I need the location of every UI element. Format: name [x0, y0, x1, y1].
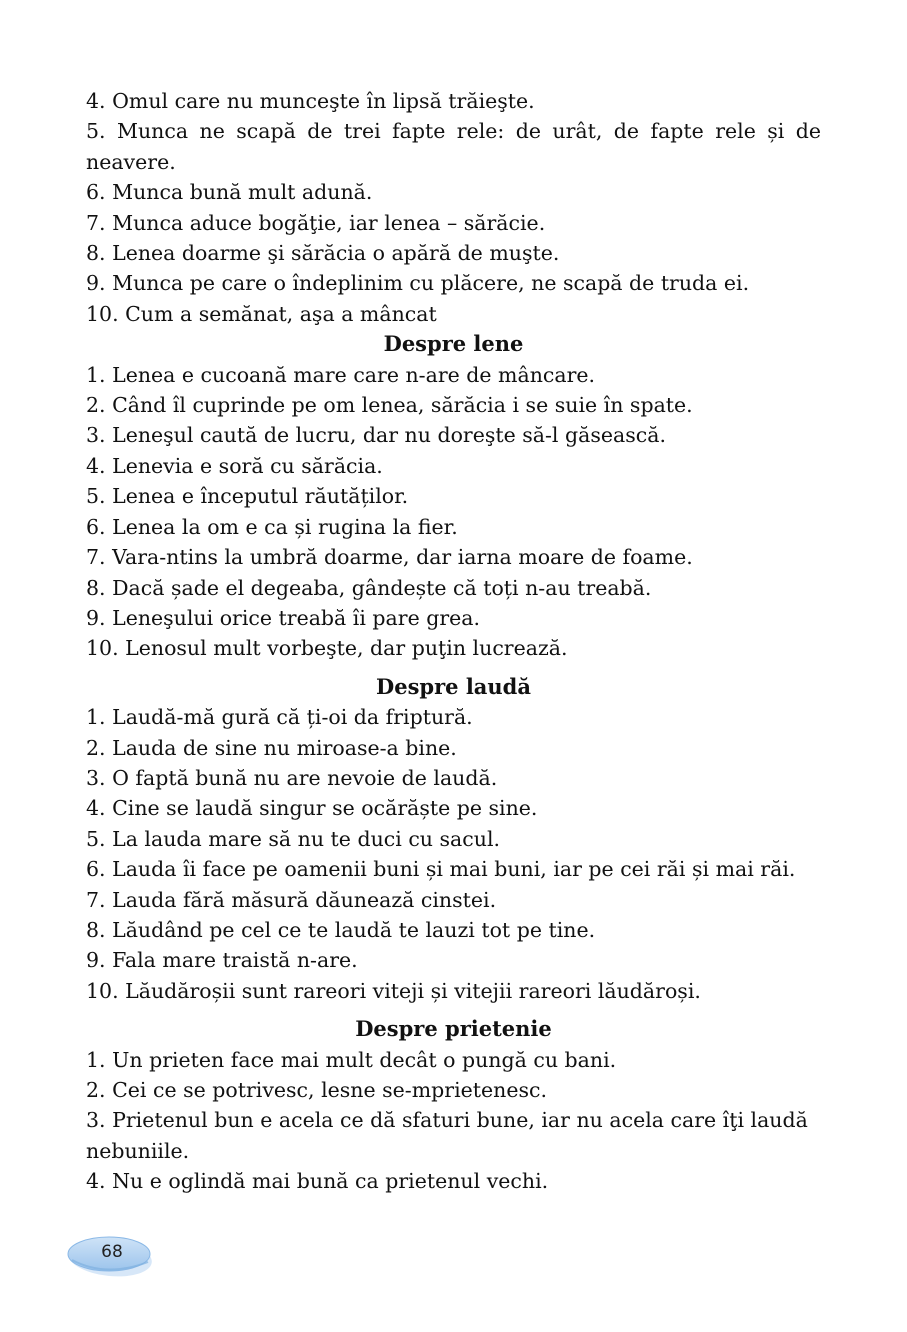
section-despre-lauda — [86, 672, 821, 1006]
section-title: Despre prietenie — [355, 1016, 552, 1042]
proverb-line: 10. Lenosul mult vorbeşte, dar puţin lucrează. — [86, 636, 568, 661]
proverb-line: 7. Lauda fără măsură dăunează cinstei. — [86, 887, 497, 912]
proverb-line: 3. Leneşul caută de lucru, dar nu doreşte să-l găsească. — [86, 423, 666, 448]
page-number-badge — [66, 1232, 154, 1280]
proverb-line: 2. Cei ce se potrivesc, lesne se-mprietenesc. — [86, 1078, 547, 1102]
proverb-line: 9. Fala mare traistă n-are. — [86, 948, 358, 973]
proverb-line: 5. La lauda mare să nu te duci cu sacul. — [86, 826, 501, 851]
proverb-line: 7. Munca aduce bogăţie, iar lenea – sărăcie. — [86, 210, 546, 235]
section-title: Despre lene — [383, 331, 524, 357]
page-content — [86, 86, 821, 1197]
proverb-line: 2. Când îl cuprinde pe om lenea, sărăcia i se suie în spate. — [86, 393, 693, 418]
proverb-line: 3. O faptă bună nu are nevoie de laudă. — [86, 765, 498, 790]
proverb-line: 10. Lăudăroșii sunt rareori viteji și vitejii rareori lăudăroși. — [86, 978, 701, 1003]
proverb-line: 1. Lenea e cucoană mare care n-are de mâncare. — [86, 362, 596, 387]
proverb-line: 4. Cine se laudă singur se ocărăște pe sine. — [86, 796, 538, 821]
proverb-line: 5. Munca ne scapă de trei fapte rele: de urât, de fapte rele și de neavere. — [86, 119, 821, 174]
proverb-line: 4. Omul care nu munceşte în lipsă trăieşte. — [86, 89, 535, 113]
section-title: Despre laudă — [376, 673, 531, 699]
proverb-line: 1. Un prieten face mai mult decât o pungă cu bani. — [86, 1047, 617, 1072]
proverb-line: 8. Lenea doarme şi sărăcia o apără de muşte. — [86, 241, 560, 266]
proverb-line: 6. Lauda îi face pe oamenii buni și mai buni, iar pe cei răi și mai răi. — [86, 857, 796, 882]
proverb-line: 7. Vara-ntins la umbră doarme, dar iarna moare de foame. — [86, 545, 693, 570]
proverb-line: 5. Lenea e începutul răutăților. — [86, 484, 409, 509]
proverb-line: 2. Lauda de sine nu miroase-a bine. — [86, 735, 457, 760]
proverb-line: 6. Munca bună mult adună. — [86, 180, 373, 205]
section-despre-lene — [86, 329, 821, 663]
proverb-line: 4. Nu e oglindă mai bună ca prietenul vechi. — [86, 1169, 549, 1194]
proverb-line: 4. Lenevia e soră cu sărăcia. — [86, 453, 383, 478]
proverb-line: 8. Dacă șade el degeaba, gândește că toți n-au treabă. — [86, 575, 652, 600]
proverb-line: 1. Laudă-mă gură că ți-oi da friptură. — [86, 705, 473, 730]
page-number: 68 — [101, 1242, 123, 1262]
proverb-line: 6. Lenea la om e ca și rugina la fier. — [86, 514, 458, 539]
proverb-line: 3. Prietenul bun e acela ce dă sfaturi bune, iar nu acela care îţi laudă nebuniile. — [86, 1108, 808, 1163]
intro-proverbs — [86, 86, 821, 329]
proverb-line: 8. Lăudând pe cel ce te laudă te lauzi tot pe tine. — [86, 917, 596, 942]
section-despre-prietenie — [86, 1014, 821, 1196]
proverb-line: 9. Leneşului orice treabă îi pare grea. — [86, 605, 481, 630]
proverb-line: 9. Munca pe care o îndeplinim cu plăcere, ne scapă de truda ei. — [86, 271, 750, 296]
proverb-line: 10. Cum a semănat, aşa a mâncat — [86, 301, 437, 326]
